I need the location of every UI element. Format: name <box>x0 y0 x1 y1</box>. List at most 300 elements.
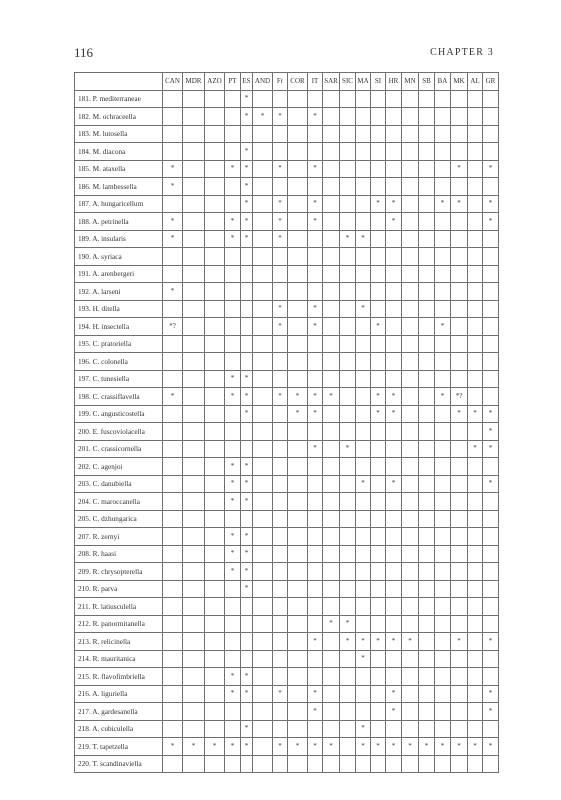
presence-cell <box>340 160 356 178</box>
presence-cell <box>340 283 356 301</box>
presence-cell <box>241 703 253 721</box>
presence-cell <box>205 335 225 353</box>
presence-cell <box>288 125 308 143</box>
presence-cell: * <box>273 230 288 248</box>
presence-cell <box>451 370 468 388</box>
presence-cell <box>288 370 308 388</box>
presence-cell <box>241 510 253 528</box>
presence-cell: * <box>308 405 323 423</box>
species-name: 186. M. lambessella <box>75 178 163 196</box>
presence-cell <box>371 685 386 703</box>
presence-cell: * <box>241 720 253 738</box>
presence-cell <box>288 283 308 301</box>
presence-cell <box>273 475 288 493</box>
presence-cell <box>451 335 468 353</box>
presence-cell <box>253 720 273 738</box>
presence-cell <box>451 423 468 441</box>
table-row <box>75 458 499 476</box>
presence-cell <box>253 405 273 423</box>
presence-cell: * <box>371 388 386 406</box>
presence-cell <box>451 475 468 493</box>
presence-cell <box>183 318 205 336</box>
presence-cell <box>371 230 386 248</box>
presence-cell <box>308 493 323 511</box>
presence-cell <box>308 510 323 528</box>
presence-cell <box>356 423 371 441</box>
species-name: 191. A. arenbergeri <box>75 265 163 283</box>
presence-cell <box>205 195 225 213</box>
presence-cell <box>163 195 183 213</box>
presence-cell <box>205 720 225 738</box>
presence-cell: * <box>483 423 499 441</box>
presence-cell <box>253 353 273 371</box>
presence-cell <box>253 528 273 546</box>
presence-cell <box>183 178 205 196</box>
presence-cell <box>205 598 225 616</box>
presence-cell <box>371 370 386 388</box>
presence-cell <box>253 335 273 353</box>
presence-cell <box>371 458 386 476</box>
presence-cell <box>323 685 340 703</box>
presence-cell <box>205 423 225 441</box>
presence-cell <box>340 213 356 231</box>
presence-cell <box>340 685 356 703</box>
presence-cell <box>468 458 483 476</box>
presence-cell <box>451 650 468 668</box>
presence-cell <box>402 563 419 581</box>
presence-cell <box>323 108 340 126</box>
presence-cell <box>419 90 435 108</box>
presence-cell <box>273 370 288 388</box>
presence-cell <box>386 265 402 283</box>
presence-cell: * <box>323 615 340 633</box>
table-row <box>75 143 499 161</box>
presence-cell <box>483 283 499 301</box>
presence-cell <box>183 668 205 686</box>
presence-cell <box>468 90 483 108</box>
presence-cell <box>483 230 499 248</box>
presence-cell <box>435 300 451 318</box>
presence-cell: * <box>371 318 386 336</box>
presence-cell: * <box>308 318 323 336</box>
presence-cell <box>356 668 371 686</box>
presence-cell: * <box>273 388 288 406</box>
presence-cell <box>273 493 288 511</box>
presence-cell <box>323 213 340 231</box>
presence-cell <box>483 493 499 511</box>
presence-cell <box>386 440 402 458</box>
presence-cell <box>356 388 371 406</box>
presence-cell <box>183 423 205 441</box>
presence-cell <box>183 283 205 301</box>
presence-cell <box>308 423 323 441</box>
presence-cell <box>483 125 499 143</box>
presence-cell <box>356 510 371 528</box>
presence-cell <box>435 440 451 458</box>
table-row <box>75 300 499 318</box>
presence-cell <box>483 650 499 668</box>
presence-cell <box>386 230 402 248</box>
presence-cell <box>183 143 205 161</box>
species-name: 200. E. fuscoviolacella <box>75 423 163 441</box>
presence-cell <box>483 563 499 581</box>
presence-cell: * <box>483 440 499 458</box>
presence-cell <box>371 545 386 563</box>
presence-cell <box>241 755 253 773</box>
presence-cell <box>323 703 340 721</box>
presence-cell <box>253 615 273 633</box>
presence-cell <box>483 755 499 773</box>
presence-cell <box>183 580 205 598</box>
presence-cell: * <box>273 108 288 126</box>
presence-cell <box>163 598 183 616</box>
species-name: 181. P. mediterraneae <box>75 90 163 108</box>
presence-cell: * <box>451 405 468 423</box>
presence-cell <box>419 143 435 161</box>
table-row <box>75 580 499 598</box>
presence-cell <box>386 458 402 476</box>
presence-cell <box>435 230 451 248</box>
presence-cell: * <box>356 720 371 738</box>
presence-cell <box>340 528 356 546</box>
presence-cell <box>253 318 273 336</box>
presence-cell <box>419 195 435 213</box>
presence-cell: * <box>163 230 183 248</box>
presence-cell: * <box>241 370 253 388</box>
presence-cell <box>288 248 308 266</box>
presence-cell <box>340 335 356 353</box>
presence-cell: * <box>308 160 323 178</box>
presence-cell <box>451 178 468 196</box>
presence-cell <box>183 90 205 108</box>
presence-cell <box>419 353 435 371</box>
presence-cell <box>340 370 356 388</box>
presence-cell <box>183 615 205 633</box>
presence-cell <box>253 703 273 721</box>
presence-cell <box>386 545 402 563</box>
species-name: 183. M. lutosella <box>75 125 163 143</box>
presence-cell <box>205 545 225 563</box>
presence-cell: * <box>241 108 253 126</box>
presence-cell <box>340 755 356 773</box>
presence-cell <box>340 248 356 266</box>
presence-cell: * <box>435 738 451 756</box>
presence-cell <box>356 405 371 423</box>
presence-cell <box>419 633 435 651</box>
presence-cell: * <box>435 318 451 336</box>
presence-cell <box>468 703 483 721</box>
presence-cell <box>253 475 273 493</box>
presence-cell <box>451 300 468 318</box>
presence-cell <box>323 633 340 651</box>
presence-cell <box>371 493 386 511</box>
presence-cell: * <box>451 160 468 178</box>
presence-cell <box>419 265 435 283</box>
table-row <box>75 405 499 423</box>
presence-cell <box>225 143 241 161</box>
presence-cell: * <box>386 195 402 213</box>
presence-cell: *? <box>451 388 468 406</box>
presence-cell: * <box>308 388 323 406</box>
presence-cell <box>241 598 253 616</box>
presence-cell <box>435 510 451 528</box>
presence-cell: * <box>308 213 323 231</box>
presence-cell <box>183 545 205 563</box>
presence-cell: * <box>225 230 241 248</box>
presence-cell: * <box>241 668 253 686</box>
presence-cell <box>288 720 308 738</box>
presence-cell <box>288 458 308 476</box>
presence-cell <box>402 318 419 336</box>
presence-cell <box>483 178 499 196</box>
presence-cell <box>323 563 340 581</box>
presence-cell <box>371 125 386 143</box>
presence-cell <box>340 318 356 336</box>
presence-cell <box>273 755 288 773</box>
presence-cell <box>468 685 483 703</box>
presence-cell: * <box>253 108 273 126</box>
presence-cell: * <box>288 738 308 756</box>
presence-cell <box>288 90 308 108</box>
presence-cell: * <box>225 458 241 476</box>
presence-cell <box>205 493 225 511</box>
presence-cell: * <box>163 178 183 196</box>
species-name: 210. R. parva <box>75 580 163 598</box>
presence-cell <box>340 108 356 126</box>
presence-cell <box>435 108 451 126</box>
presence-cell <box>402 580 419 598</box>
presence-cell: * <box>273 213 288 231</box>
presence-cell: * <box>483 475 499 493</box>
presence-cell <box>356 125 371 143</box>
presence-cell <box>288 650 308 668</box>
presence-cell: * <box>356 650 371 668</box>
presence-cell <box>205 668 225 686</box>
presence-cell <box>163 650 183 668</box>
presence-cell <box>419 423 435 441</box>
presence-cell <box>419 668 435 686</box>
table-row <box>75 475 499 493</box>
presence-cell <box>468 370 483 388</box>
presence-cell <box>308 143 323 161</box>
presence-cell <box>371 598 386 616</box>
table-row <box>75 563 499 581</box>
presence-cell <box>451 125 468 143</box>
presence-cell <box>205 580 225 598</box>
presence-cell <box>225 90 241 108</box>
presence-cell <box>288 265 308 283</box>
presence-cell <box>163 633 183 651</box>
presence-cell: * <box>241 580 253 598</box>
distribution-table <box>74 72 499 773</box>
presence-cell: * <box>371 405 386 423</box>
presence-cell <box>308 580 323 598</box>
presence-cell <box>340 90 356 108</box>
presence-cell <box>340 265 356 283</box>
presence-cell: * <box>225 563 241 581</box>
presence-cell <box>273 580 288 598</box>
presence-cell <box>468 353 483 371</box>
presence-cell <box>402 178 419 196</box>
presence-cell <box>386 650 402 668</box>
species-name: 213. R. relicinella <box>75 633 163 651</box>
presence-cell: * <box>163 213 183 231</box>
presence-cell <box>435 720 451 738</box>
species-name: 199. C. angusticostella <box>75 405 163 423</box>
column-header-fr: Fr <box>273 73 288 91</box>
presence-cell: * <box>340 633 356 651</box>
presence-cell <box>273 633 288 651</box>
presence-cell <box>451 318 468 336</box>
presence-cell: * <box>241 230 253 248</box>
presence-cell <box>241 300 253 318</box>
presence-cell: * <box>356 633 371 651</box>
presence-cell <box>253 650 273 668</box>
table-row <box>75 178 499 196</box>
presence-cell <box>356 615 371 633</box>
presence-cell <box>340 143 356 161</box>
presence-cell <box>371 703 386 721</box>
presence-cell <box>163 685 183 703</box>
species-name: 205. C. dzhungarica <box>75 510 163 528</box>
presence-cell <box>435 668 451 686</box>
presence-cell <box>451 668 468 686</box>
presence-cell <box>419 703 435 721</box>
presence-cell <box>273 528 288 546</box>
presence-cell <box>323 195 340 213</box>
presence-cell <box>288 353 308 371</box>
presence-cell <box>273 125 288 143</box>
presence-cell <box>163 405 183 423</box>
presence-cell <box>419 440 435 458</box>
presence-cell <box>451 230 468 248</box>
presence-cell <box>205 230 225 248</box>
presence-cell <box>163 755 183 773</box>
presence-cell <box>308 528 323 546</box>
presence-cell <box>371 213 386 231</box>
header-corner-cell <box>75 73 163 91</box>
presence-cell <box>288 440 308 458</box>
presence-cell <box>451 528 468 546</box>
presence-cell <box>183 720 205 738</box>
presence-cell <box>468 633 483 651</box>
presence-cell <box>323 458 340 476</box>
presence-cell <box>402 685 419 703</box>
presence-cell <box>356 143 371 161</box>
presence-cell <box>183 440 205 458</box>
column-header-mn: MN <box>402 73 419 91</box>
presence-cell <box>241 633 253 651</box>
presence-cell <box>356 160 371 178</box>
presence-cell: * <box>273 160 288 178</box>
presence-cell <box>468 475 483 493</box>
presence-cell <box>468 248 483 266</box>
presence-cell <box>340 405 356 423</box>
presence-cell <box>356 283 371 301</box>
presence-cell <box>163 668 183 686</box>
presence-cell <box>386 370 402 388</box>
presence-cell <box>371 423 386 441</box>
presence-cell <box>273 143 288 161</box>
presence-cell <box>253 213 273 231</box>
presence-cell <box>468 213 483 231</box>
presence-cell <box>402 90 419 108</box>
presence-cell <box>468 615 483 633</box>
presence-cell <box>205 510 225 528</box>
presence-cell <box>273 615 288 633</box>
presence-cell: * <box>241 90 253 108</box>
presence-cell <box>402 440 419 458</box>
presence-cell <box>340 738 356 756</box>
column-header-sic: SIC <box>340 73 356 91</box>
presence-cell <box>402 423 419 441</box>
table-row <box>75 230 499 248</box>
presence-cell <box>205 475 225 493</box>
presence-cell <box>183 195 205 213</box>
table-row <box>75 335 499 353</box>
column-header-mk: MK <box>451 73 468 91</box>
presence-cell <box>273 440 288 458</box>
presence-cell <box>323 720 340 738</box>
presence-cell <box>273 90 288 108</box>
presence-cell <box>419 598 435 616</box>
presence-cell <box>323 510 340 528</box>
presence-cell: * <box>225 388 241 406</box>
presence-cell <box>419 388 435 406</box>
presence-cell: * <box>451 633 468 651</box>
presence-cell <box>402 493 419 511</box>
presence-cell <box>205 703 225 721</box>
presence-cell <box>386 318 402 336</box>
presence-cell <box>402 405 419 423</box>
presence-cell <box>273 178 288 196</box>
species-name: 194. H. insectella <box>75 318 163 336</box>
presence-cell <box>483 545 499 563</box>
column-header-si: SI <box>371 73 386 91</box>
presence-cell: * <box>386 405 402 423</box>
presence-cell <box>273 353 288 371</box>
presence-cell <box>225 615 241 633</box>
presence-cell <box>419 213 435 231</box>
presence-cell <box>241 423 253 441</box>
presence-cell <box>273 265 288 283</box>
species-name: 212. R. panormitanella <box>75 615 163 633</box>
presence-cell <box>273 423 288 441</box>
presence-cell <box>205 143 225 161</box>
presence-cell: * <box>356 230 371 248</box>
presence-cell <box>205 178 225 196</box>
presence-cell: * <box>273 300 288 318</box>
presence-cell: * <box>241 458 253 476</box>
presence-cell: * <box>356 475 371 493</box>
presence-cell <box>308 755 323 773</box>
presence-cell <box>483 720 499 738</box>
presence-cell <box>435 615 451 633</box>
presence-cell <box>225 248 241 266</box>
presence-cell <box>451 458 468 476</box>
column-header-ma: MA <box>356 73 371 91</box>
presence-cell <box>225 318 241 336</box>
presence-cell <box>163 580 183 598</box>
presence-cell <box>340 195 356 213</box>
presence-cell: * <box>308 633 323 651</box>
presence-cell <box>386 615 402 633</box>
presence-cell <box>356 703 371 721</box>
presence-cell: * <box>241 160 253 178</box>
presence-cell <box>402 265 419 283</box>
presence-cell <box>163 143 183 161</box>
species-name: 201. C. crassicornella <box>75 440 163 458</box>
